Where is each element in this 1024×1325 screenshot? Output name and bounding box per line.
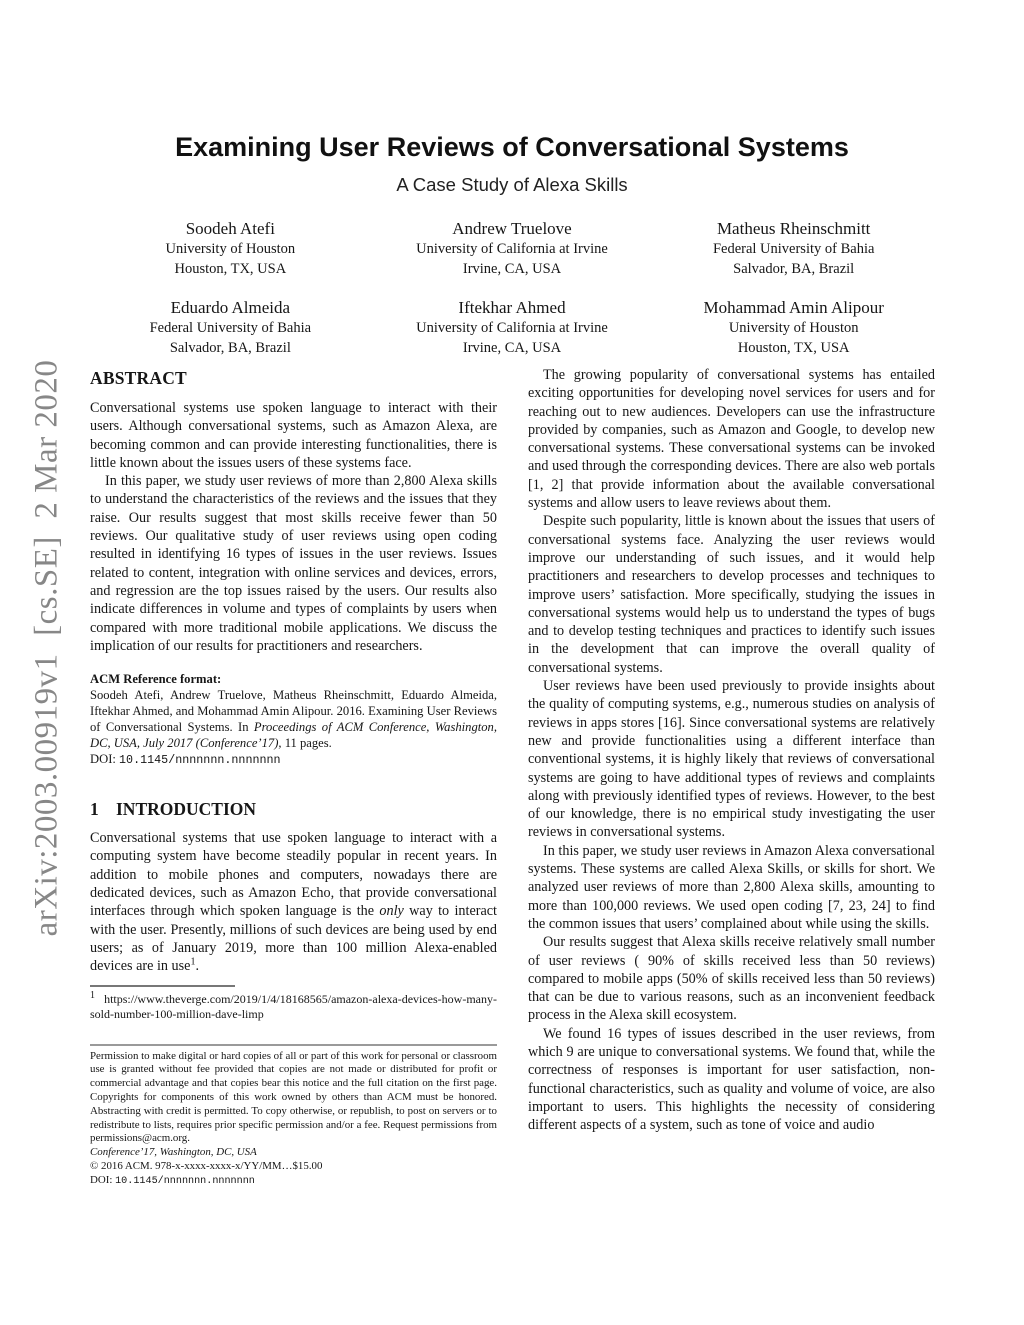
body-paragraph-2: Despite such popularity, little is known about the issues that users of conversational systems face. Analyzing the user reviews would improve our understanding of such issues, and it would help practitioners and researchers to develop processes and techniques to improve users’ satisfaction. More specifically, studying the issues in conversational systems would help us to understand the types of bugs and to develop testing techniques and practices to identify such issues in the development that can improve the overall quality of conversational systems.	[528, 513, 935, 676]
section-heading-introduction	[90, 799, 497, 820]
authors-row-1	[90, 218, 935, 279]
doi-label: DOI:	[90, 752, 120, 767]
footnote-separator-rule	[90, 985, 235, 987]
doi-label: DOI:	[90, 1173, 116, 1186]
acm-reference-part1: Soodeh Atefi, Andrew Truelove, Matheus Rheinschmitt, Eduardo Almeida, Iftekhar Ahmed, and Mohammad Amin Alipour. 2016. Examining User Reviews of Conversational Systems. In	[90, 688, 497, 735]
author-affiliation: University of California at Irvine	[416, 241, 608, 257]
abstract-heading: ABSTRACT	[90, 368, 187, 388]
paper-title: Examining User Reviews of Conversational Systems	[175, 132, 849, 162]
author-mohammad-amin-alipour	[653, 297, 935, 358]
author-location: Irvine, CA, USA	[462, 260, 562, 277]
section-number: 1	[90, 799, 99, 820]
author-name: Iftekhar Ahmed	[458, 298, 566, 317]
author-affiliation: University of Houston	[728, 320, 859, 336]
left-column	[90, 366, 497, 1189]
body-paragraph-1: The growing popularity of conversational systems has entailed exciting opportunities for developing novel services for users and for reaching out to new audiences. Developers can use the infrastructure provided by companies, such as Amazon and Google, to develop new conversational systems. These conversational systems can be invoked and used through the corresponding devices. There are also web portals [1, 2] that provide information about the available conversational systems and allow users to leave reviews about them.	[528, 367, 935, 512]
title-block	[0, 132, 1024, 358]
permission-doi-line	[90, 1174, 497, 1189]
author-iftekhar-ahmed	[371, 297, 653, 358]
footnote-url: https://www.theverge.com/2019/1/4/18168565/amazon-alexa-devices-how-many-sold-number-100-million-dave-limp	[90, 991, 497, 1022]
author-andrew-truelove	[371, 218, 653, 279]
acm-reference-doi	[90, 751, 497, 768]
intro-italic-only: only	[379, 903, 404, 920]
author-affiliation: University of Houston	[165, 241, 296, 257]
acm-reference-block	[90, 671, 497, 768]
copyright-line: © 2016 ACM. 978-x-xxxx-xxxx-x/YY/MM…$15.00	[90, 1159, 323, 1172]
section-title: INTRODUCTION	[116, 799, 257, 820]
author-location: Houston, TX, USA	[737, 339, 850, 356]
acm-reference-part2: 11 pages.	[281, 736, 332, 751]
body-paragraph-3: User reviews have been used previously to provide insights about the quality of computing systems, e.g., numerous studies on analysis of reviews in apps stores [16]. Since conversational systems are relatively new and provide functionalities using a different interface than conventional systems, it is highly likely that reviews of conversational systems are going to have additional types of reviews and complaints along with previously identified types of reviews. However, to the best of our knowledge, there is no empirical study investigating the user reviews in conversational systems.	[528, 678, 935, 841]
doi-value: 10.1145/nnnnnnn.nnnnnnn	[115, 1175, 255, 1187]
authors-row-2	[90, 297, 935, 358]
author-name: Mohammad Amin Alipour	[703, 298, 884, 317]
author-matheus-rheinschmitt	[653, 218, 935, 279]
author-location: Irvine, CA, USA	[462, 339, 562, 356]
author-name: Andrew Truelove	[452, 219, 572, 238]
permission-notice: Permission to make digital or hard copies of all or part of this work for personal or classroom use is granted without fee provided that copies are not made or distributed for profit or commercial advantage and that copies bear this notice and the full citation on the first page. Copyrights for components of this work owned by others than ACM must be honored. Abstracting with credit is permitted. To copy otherwise, or republish, to post on servers or to redistribute to lists, requires prior specific permission and/or a fee. Request permissions from permissions@acm.org.	[90, 1049, 497, 1145]
permission-separator-rule	[90, 1044, 497, 1046]
author-location: Houston, TX, USA	[174, 260, 287, 277]
permission-block	[90, 1044, 497, 1189]
two-column-body	[90, 366, 935, 1189]
footnote-marker: 1	[90, 989, 95, 1001]
doi-value: 10.1145/nnnnnnn.nnnnnnn	[119, 753, 281, 768]
acm-reference-venue-italic: Proceedings of ACM Conference, Washington, DC, USA, July 2017 (Conference’17),	[90, 720, 497, 751]
author-eduardo-almeida	[90, 297, 372, 358]
author-location: Salvador, BA, Brazil	[733, 260, 855, 277]
intro-part2: way to interact with the user. Presently, millions of such devices are being used by end users; as of January 2019, more than 100 million Alexa-enabled devices are in use	[90, 903, 497, 975]
author-name: Soodeh Atefi	[185, 219, 275, 238]
body-paragraph-6: We found 16 types of issues described in the user reviews, from which 9 are unique to conversational systems. We found that, while the correctness of responses is important for user satisfaction, non-functional characteristics, such as quality and volume of voice, are also important to users. This highlights the necessity of considering different aspects of a system, such as tone of voice and audio	[528, 1025, 935, 1134]
body-paragraph-5: Our results suggest that Alexa skills receive relatively small number of user reviews ( 90% of skills received less than 50 reviews) compared to mobile apps (50% of skills received less than 50 reviews) that can be due to various reasons, such as an inconvenient feedback process in the Alexa skill ecosystem.	[528, 934, 935, 1024]
acm-reference-text	[90, 687, 497, 751]
abstract-paragraph-2: In this paper, we study user reviews of more than 2,800 Alexa skills to understand the characteristics of the reviews and the issues that they raise. Our results suggest that most skills receive fewer than 50 reviews. Our qualitative study of user reviews using open coding resulted in identifying 16 types of issues in the user reviews. Issues related to content, integration with online services and devices, errors, and regression are the top issues raised by the users. Our results also indicate differences in volume and types of complaints by users when compared with more traditional mobile applications. We discuss the implication of our results for practitioners and researchers.	[90, 473, 497, 654]
author-location: Salvador, BA, Brazil	[169, 339, 291, 356]
intro-part3: .	[195, 958, 199, 975]
author-affiliation: Federal University of Bahia	[149, 320, 312, 336]
conference-line: Conference’17, Washington, DC, USA	[90, 1146, 257, 1159]
author-affiliation: Federal University of Bahia	[712, 241, 875, 257]
intro-part1: Conversational systems that use spoken language to interact with a computing system have become steadily popular in recent years. In addition to mobile phones and computers, nowadays there are dedicated devices, such as Amazon Echo, that provide conversational interfaces through which spoken language is the	[90, 830, 497, 920]
abstract-paragraph-1: Conversational systems use spoken language to interact with their users. Although conversational systems, such as Amazon Alexa, are becoming common and can provide interesting functionalities, there is little known about the issues users of these systems face.	[90, 400, 497, 471]
arxiv-watermark: arXiv:2003.00919v1 [cs.SE] 2 Mar 2020	[28, 359, 65, 937]
footnote-reference-marker: 1	[190, 956, 196, 968]
acm-reference-heading: ACM Reference format:	[90, 672, 222, 687]
author-name: Matheus Rheinschmitt	[716, 219, 871, 238]
paper-subtitle: A Case Study of Alexa Skills	[396, 174, 628, 195]
author-name: Eduardo Almeida	[170, 298, 291, 317]
author-affiliation: University of California at Irvine	[416, 320, 608, 336]
introduction-paragraph	[90, 829, 497, 975]
right-column	[528, 366, 935, 1189]
author-soodeh-atefi	[90, 218, 372, 279]
footnote	[90, 989, 497, 1023]
body-paragraph-4: In this paper, we study user reviews in Amazon Alexa conversational systems. These systems are called Alexa Skills, or skills for short. We analyzed user reviews of more than 2,800 Alexa skills, amounting to more than 100,000 reviews. We used open coding [7, 23, 24] to find the common issues that users’ complained about while using the skills.	[528, 842, 935, 932]
